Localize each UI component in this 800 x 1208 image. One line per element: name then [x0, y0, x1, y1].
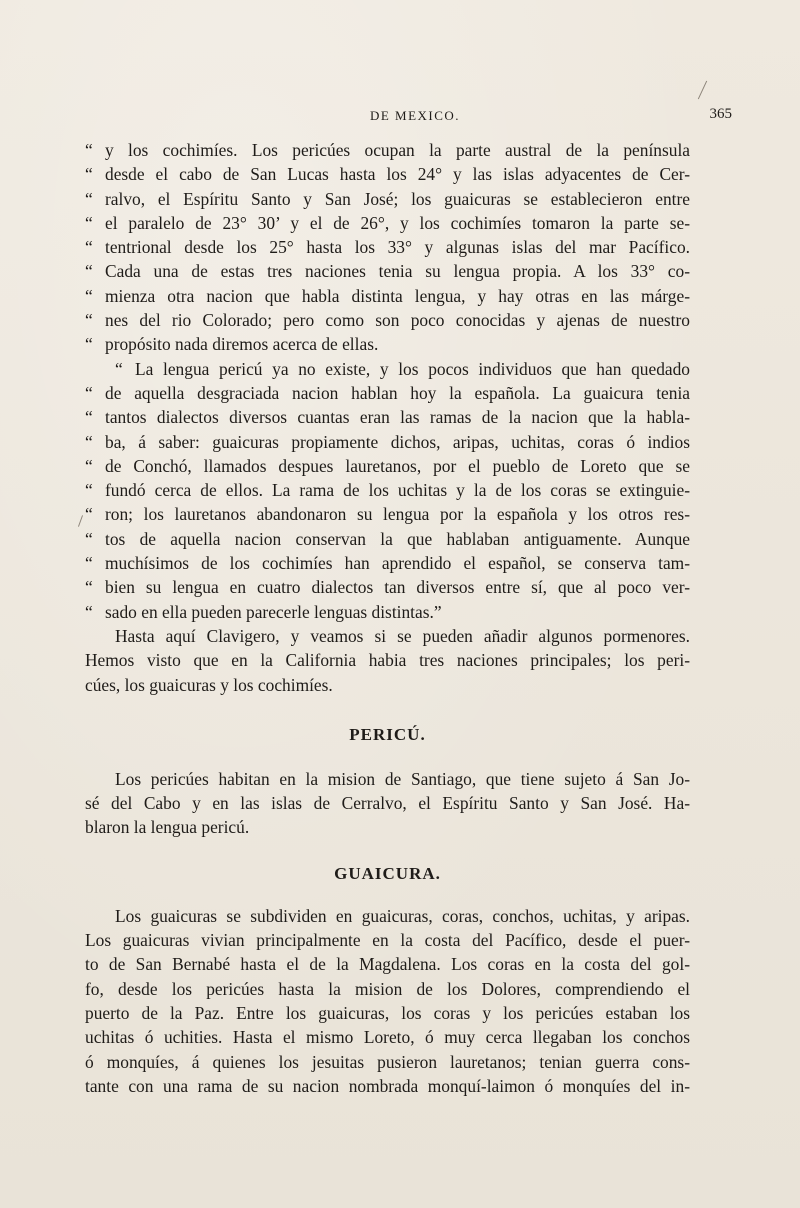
paragraph-line: ó monquíes, á quienes los jesuitas pusieron lauretanos; tenian guerra cons- — [85, 1051, 690, 1072]
quote-mark: “ — [85, 407, 93, 428]
paragraph-line: sé del Cabo y en las islas de Cerralvo, el Espíritu Santo y San José. Ha- — [85, 793, 690, 814]
quote-line: “ el paralelo de 23° 30’ y el de 26°, y los cochimíes tomaron la parte se- — [85, 211, 690, 235]
quote-line: “ tentrional desde los 25° hasta los 33° y algunas islas del mar Pacífico. — [85, 235, 690, 259]
quote-mark: “ — [85, 504, 93, 525]
quotation-block — [85, 138, 690, 624]
quote-line: “ propósito nada diremos acerca de ellas. — [85, 332, 690, 356]
quote-line: “ sado en ella pueden parecerle lenguas distintas.” — [85, 600, 690, 624]
quote-mark: “ — [85, 164, 93, 185]
quote-mark: “ — [85, 455, 93, 476]
quote-line: “ ron; los lauretanos abandonaron su lengua por la española y los otros res- — [85, 502, 690, 526]
quote-line: “ fundó cerca de ellos. La rama de los uchitas y la de los coras se extinguie- — [85, 478, 690, 502]
quote-mark: “ — [85, 334, 93, 355]
running-head: DE MEXICO. — [369, 108, 461, 123]
paragraph-line: blaron la lengua pericú. — [85, 817, 250, 838]
quote-mark: “ — [85, 577, 93, 598]
page-number: 365 — [709, 106, 732, 122]
paragraph-line: tante con una rama de su nacion nombrada monquí-laimon ó monquíes del in- — [85, 1075, 690, 1096]
quote-line: “ mienza otra nacion que habla distinta lengua, y hay otras en las márge- — [85, 284, 690, 308]
paragraph-line: cúes, los guaicuras y los cochimíes. — [85, 674, 333, 695]
quote-mark: “ — [85, 188, 93, 209]
paragraph-line: Los guaicuras se subdividen en guaicuras, coras, conchos, uchitas, y aripas. — [115, 905, 690, 926]
paragraph-line: fo, desde los pericúes hasta la mision de los Dolores, comprendiendo el — [85, 978, 690, 999]
paragraph-clavigero — [85, 624, 690, 697]
quote-mark: “ — [85, 382, 93, 403]
quote-line: “ ralvo, el Espíritu Santo y San José; los guaicuras se establecieron entre — [85, 187, 690, 211]
quote-line: “ bien su lengua en cuatro dialectos tan diversos entre sí, que al poco ver- — [85, 575, 690, 599]
paragraph-line: Hasta aquí Clavigero, y veamos si se pueden añadir algunos pormenores. — [115, 625, 690, 646]
section-heading-guaicura: GUAICURA. — [334, 863, 441, 883]
section-pericu-text — [85, 767, 690, 840]
quote-mark: “ — [85, 140, 93, 160]
margin-mark-top — [698, 81, 707, 100]
quote-mark: “ — [85, 528, 93, 549]
quote-line: “ La lengua pericú ya no existe, y los pocos individuos que han quedado — [85, 357, 690, 381]
quote-mark: “ — [85, 601, 93, 622]
quote-mark: “ — [85, 237, 93, 258]
paragraph-line: puerto de la Paz. Entre los guaicuras, los coras y los pericúes estaban los — [85, 1002, 690, 1023]
quote-mark: “ — [85, 480, 93, 501]
quote-line: “ nes del rio Colorado; pero como son poco conocidas y ajenas de nuestro — [85, 308, 690, 332]
section-guaicura-text — [85, 904, 690, 1098]
quote-line: “ muchísimos de los cochimíes han aprendido el español, se conserva tam- — [85, 551, 690, 575]
quote-mark: “ — [85, 285, 93, 306]
quote-line: “ desde el cabo de San Lucas hasta los 24° y las islas adyacentes de Cer- — [85, 162, 690, 186]
quote-line: “ tantos dialectos diversos cuantas eran las ramas de la nacion que la habla- — [85, 405, 690, 429]
quote-line: “ ba, á saber: guaicuras propiamente dichos, aripas, uchitas, coras ó indios — [85, 430, 690, 454]
paragraph-line: uchitas ó uchities. Hasta el mismo Loreto, ó muy cerca llegaban los conchos — [85, 1027, 690, 1048]
quote-mark: “ — [85, 431, 93, 452]
margin-mark-left — [78, 515, 83, 527]
quote-mark: “ — [85, 212, 93, 233]
page-header — [60, 104, 770, 128]
body-text — [85, 138, 690, 1098]
quote-line: “ de aquella desgraciada nacion hablan hoy la española. La guaicura tenia — [85, 381, 690, 405]
paragraph-line: Los pericúes habitan en la mision de Santiago, que tiene sujeto á San Jo- — [115, 768, 690, 789]
quote-line: “ Cada una de estas tres naciones tenia su lengua propia. A los 33° co- — [85, 259, 690, 283]
paragraph-line: to de San Bernabé hasta el de la Magdalena. Los coras en la costa del gol- — [85, 954, 690, 975]
quote-line: “ tos de aquella nacion conservan la que hablaban antiguamente. Aunque — [85, 527, 690, 551]
section-heading-pericu: PERICÚ. — [349, 724, 426, 744]
paragraph-line: Hemos visto que en la California habia tres naciones principales; los peri- — [85, 650, 690, 671]
paragraph-line: Los guaicuras vivian principalmente en la costa del Pacífico, desde el puer- — [85, 930, 690, 951]
quote-mark: “ — [85, 553, 93, 574]
quote-mark: “ — [85, 310, 93, 331]
quote-line: “ de Conchó, llamados despues lauretanos, por el pueblo de Loreto que se — [85, 454, 690, 478]
quote-mark: “ — [115, 358, 123, 379]
quote-line: “ y los cochimíes. Los pericúes ocupan la parte austral de la península — [85, 138, 690, 162]
quote-mark: “ — [85, 261, 93, 282]
